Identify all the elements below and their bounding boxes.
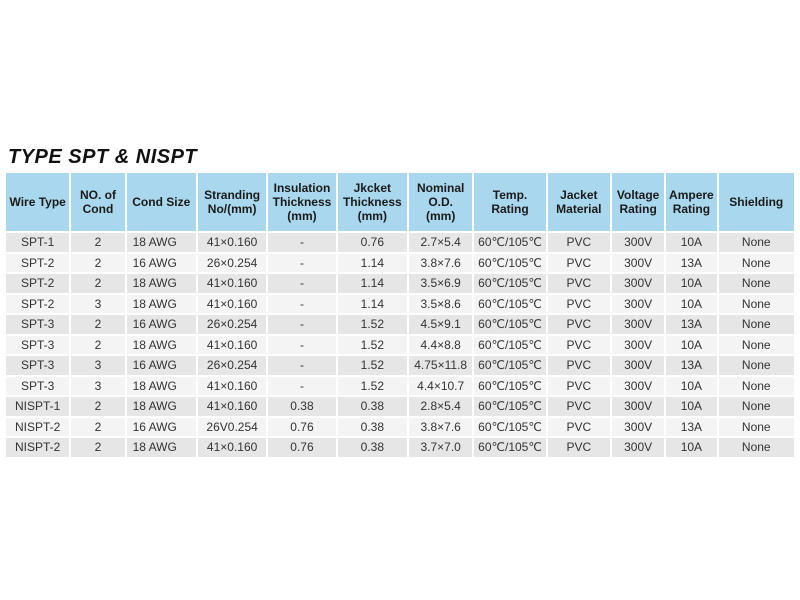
cond-count-cell: 2: [71, 418, 124, 437]
jacket-thickness-cell: 1.52: [338, 377, 407, 396]
stranding-cell: 41×0.160: [198, 274, 266, 293]
temp-rating-cell: 60℃/105℃: [474, 356, 545, 375]
table-row: [6, 356, 794, 375]
voltage-rating-cell: 300V: [612, 377, 664, 396]
ampere-rating-cell: 10A: [666, 233, 716, 252]
table-row: [6, 315, 794, 334]
table-row: [6, 377, 794, 396]
nominal-od-cell: 3.8×7.6: [409, 254, 472, 273]
wire-type-cell: SPT-3: [6, 377, 69, 396]
insulation-thickness-cell: -: [268, 295, 335, 314]
stranding-cell: 41×0.160: [198, 233, 266, 252]
insulation-thickness-cell: -: [268, 274, 335, 293]
ampere-rating-cell: 10A: [666, 336, 716, 355]
jacket-thickness-cell: 1.14: [338, 274, 407, 293]
wire-type-cell: NISPT-1: [6, 397, 69, 416]
wire-type-cell: SPT-3: [6, 356, 69, 375]
nominal-od-cell: 3.7×7.0: [409, 438, 472, 457]
insulation-thickness-cell: 0.38: [268, 397, 335, 416]
shielding-cell: None: [719, 377, 794, 396]
header-nominal-od: Nominal O.D. (mm): [409, 173, 472, 231]
cond-size-cell: 18 AWG: [127, 295, 196, 314]
temp-rating-cell: 60℃/105℃: [474, 438, 545, 457]
insulation-thickness-cell: -: [268, 315, 335, 334]
shielding-cell: None: [719, 336, 794, 355]
voltage-rating-cell: 300V: [612, 254, 664, 273]
stranding-cell: 41×0.160: [198, 397, 266, 416]
wire-type-cell: SPT-2: [6, 274, 69, 293]
table-row: [6, 254, 794, 273]
table-row: [6, 233, 794, 252]
insulation-thickness-cell: -: [268, 336, 335, 355]
ampere-rating-cell: 10A: [666, 438, 716, 457]
spec-table: [4, 171, 796, 459]
stranding-cell: 41×0.160: [198, 377, 266, 396]
shielding-cell: None: [719, 233, 794, 252]
cond-size-cell: 18 AWG: [127, 233, 196, 252]
nominal-od-cell: 4.4×10.7: [409, 377, 472, 396]
voltage-rating-cell: 300V: [612, 438, 664, 457]
ampere-rating-cell: 10A: [666, 377, 716, 396]
temp-rating-cell: 60℃/105℃: [474, 233, 545, 252]
wire-type-cell: SPT-2: [6, 295, 69, 314]
insulation-thickness-cell: -: [268, 356, 335, 375]
table-row: [6, 418, 794, 437]
nominal-od-cell: 3.8×7.6: [409, 418, 472, 437]
temp-rating-cell: 60℃/105℃: [474, 254, 545, 273]
wire-type-cell: SPT-2: [6, 254, 69, 273]
jacket-thickness-cell: 1.52: [338, 315, 407, 334]
wire-type-cell: NISPT-2: [6, 418, 69, 437]
nominal-od-cell: 4.4×8.8: [409, 336, 472, 355]
jacket-material-cell: PVC: [548, 397, 610, 416]
insulation-thickness-cell: 0.76: [268, 438, 335, 457]
voltage-rating-cell: 300V: [612, 295, 664, 314]
jacket-thickness-cell: 1.52: [338, 336, 407, 355]
voltage-rating-cell: 300V: [612, 274, 664, 293]
voltage-rating-cell: 300V: [612, 336, 664, 355]
header-cond-size: Cond Size: [127, 173, 196, 231]
voltage-rating-cell: 300V: [612, 315, 664, 334]
shielding-cell: None: [719, 295, 794, 314]
shielding-cell: None: [719, 254, 794, 273]
ampere-rating-cell: 10A: [666, 274, 716, 293]
jacket-material-cell: PVC: [548, 438, 610, 457]
table-header: [6, 173, 794, 231]
stranding-cell: 41×0.160: [198, 295, 266, 314]
cond-size-cell: 16 AWG: [127, 315, 196, 334]
header-voltage-rating: Voltage Rating: [612, 173, 664, 231]
stranding-cell: 26V0.254: [198, 418, 266, 437]
temp-rating-cell: 60℃/105℃: [474, 295, 545, 314]
header-row: [6, 173, 794, 231]
cond-size-cell: 16 AWG: [127, 254, 196, 273]
jacket-thickness-cell: 1.14: [338, 295, 407, 314]
shielding-cell: None: [719, 418, 794, 437]
cond-size-cell: 18 AWG: [127, 438, 196, 457]
nominal-od-cell: 2.8×5.4: [409, 397, 472, 416]
jacket-thickness-cell: 0.38: [338, 438, 407, 457]
header-temp-rating: Temp. Rating: [474, 173, 545, 231]
nominal-od-cell: 2.7×5.4: [409, 233, 472, 252]
stranding-cell: 26×0.254: [198, 254, 266, 273]
ampere-rating-cell: 13A: [666, 254, 716, 273]
cond-count-cell: 2: [71, 315, 124, 334]
table-row: [6, 295, 794, 314]
cond-count-cell: 2: [71, 397, 124, 416]
jacket-thickness-cell: 1.14: [338, 254, 407, 273]
cond-count-cell: 3: [71, 377, 124, 396]
shielding-cell: None: [719, 274, 794, 293]
stranding-cell: 26×0.254: [198, 315, 266, 334]
cond-count-cell: 2: [71, 336, 124, 355]
stranding-cell: 41×0.160: [198, 336, 266, 355]
nominal-od-cell: 3.5×6.9: [409, 274, 472, 293]
shielding-cell: None: [719, 356, 794, 375]
nominal-od-cell: 4.75×11.8: [409, 356, 472, 375]
header-shielding: Shielding: [719, 173, 794, 231]
cond-count-cell: 2: [71, 254, 124, 273]
voltage-rating-cell: 300V: [612, 356, 664, 375]
ampere-rating-cell: 13A: [666, 315, 716, 334]
insulation-thickness-cell: 0.76: [268, 418, 335, 437]
jacket-thickness-cell: 0.38: [338, 397, 407, 416]
cond-count-cell: 3: [71, 356, 124, 375]
cond-size-cell: 16 AWG: [127, 418, 196, 437]
insulation-thickness-cell: -: [268, 377, 335, 396]
stranding-cell: 26×0.254: [198, 356, 266, 375]
insulation-thickness-cell: -: [268, 254, 335, 273]
shielding-cell: None: [719, 315, 794, 334]
ampere-rating-cell: 13A: [666, 356, 716, 375]
wire-type-cell: SPT-3: [6, 315, 69, 334]
header-stranding: Stranding No/(mm): [198, 173, 266, 231]
voltage-rating-cell: 300V: [612, 418, 664, 437]
shielding-cell: None: [719, 397, 794, 416]
temp-rating-cell: 60℃/105℃: [474, 377, 545, 396]
jacket-material-cell: PVC: [548, 233, 610, 252]
jacket-material-cell: PVC: [548, 295, 610, 314]
wire-type-cell: SPT-1: [6, 233, 69, 252]
table-body: [6, 233, 794, 457]
nominal-od-cell: 4.5×9.1: [409, 315, 472, 334]
page-title: TYPE SPT & NISPT: [8, 146, 198, 168]
header-wire-type: Wire Type: [6, 173, 69, 231]
ampere-rating-cell: 10A: [666, 295, 716, 314]
temp-rating-cell: 60℃/105℃: [474, 274, 545, 293]
voltage-rating-cell: 300V: [612, 233, 664, 252]
table-row: [6, 336, 794, 355]
temp-rating-cell: 60℃/105℃: [474, 336, 545, 355]
wire-type-cell: NISPT-2: [6, 438, 69, 457]
jacket-material-cell: PVC: [548, 315, 610, 334]
cond-size-cell: 18 AWG: [127, 274, 196, 293]
temp-rating-cell: 60℃/105℃: [474, 315, 545, 334]
jacket-material-cell: PVC: [548, 254, 610, 273]
header-jacket-material: Jacket Material: [548, 173, 610, 231]
cond-size-cell: 16 AWG: [127, 356, 196, 375]
insulation-thickness-cell: -: [268, 233, 335, 252]
temp-rating-cell: 60℃/105℃: [474, 397, 545, 416]
header-ampere-rating: Ampere Rating: [666, 173, 716, 231]
voltage-rating-cell: 300V: [612, 397, 664, 416]
stranding-cell: 41×0.160: [198, 438, 266, 457]
cond-size-cell: 18 AWG: [127, 336, 196, 355]
header-no-of-cond: NO. of Cond: [71, 173, 124, 231]
wire-type-cell: SPT-3: [6, 336, 69, 355]
cond-count-cell: 2: [71, 274, 124, 293]
table-row: [6, 397, 794, 416]
cond-size-cell: 18 AWG: [127, 397, 196, 416]
jacket-material-cell: PVC: [548, 418, 610, 437]
ampere-rating-cell: 10A: [666, 397, 716, 416]
shielding-cell: None: [719, 438, 794, 457]
table-row: [6, 438, 794, 457]
cond-size-cell: 18 AWG: [127, 377, 196, 396]
jacket-material-cell: PVC: [548, 336, 610, 355]
header-jacket-thickness: Jkcket Thickness (mm): [338, 173, 407, 231]
header-insulation-thickness: Insulation Thickness (mm): [268, 173, 335, 231]
nominal-od-cell: 3.5×8.6: [409, 295, 472, 314]
jacket-thickness-cell: 0.38: [338, 418, 407, 437]
cond-count-cell: 2: [71, 438, 124, 457]
cond-count-cell: 3: [71, 295, 124, 314]
jacket-material-cell: PVC: [548, 274, 610, 293]
jacket-thickness-cell: 1.52: [338, 356, 407, 375]
jacket-material-cell: PVC: [548, 356, 610, 375]
cond-count-cell: 2: [71, 233, 124, 252]
jacket-material-cell: PVC: [548, 377, 610, 396]
temp-rating-cell: 60℃/105℃: [474, 418, 545, 437]
jacket-thickness-cell: 0.76: [338, 233, 407, 252]
table-row: [6, 274, 794, 293]
ampere-rating-cell: 13A: [666, 418, 716, 437]
